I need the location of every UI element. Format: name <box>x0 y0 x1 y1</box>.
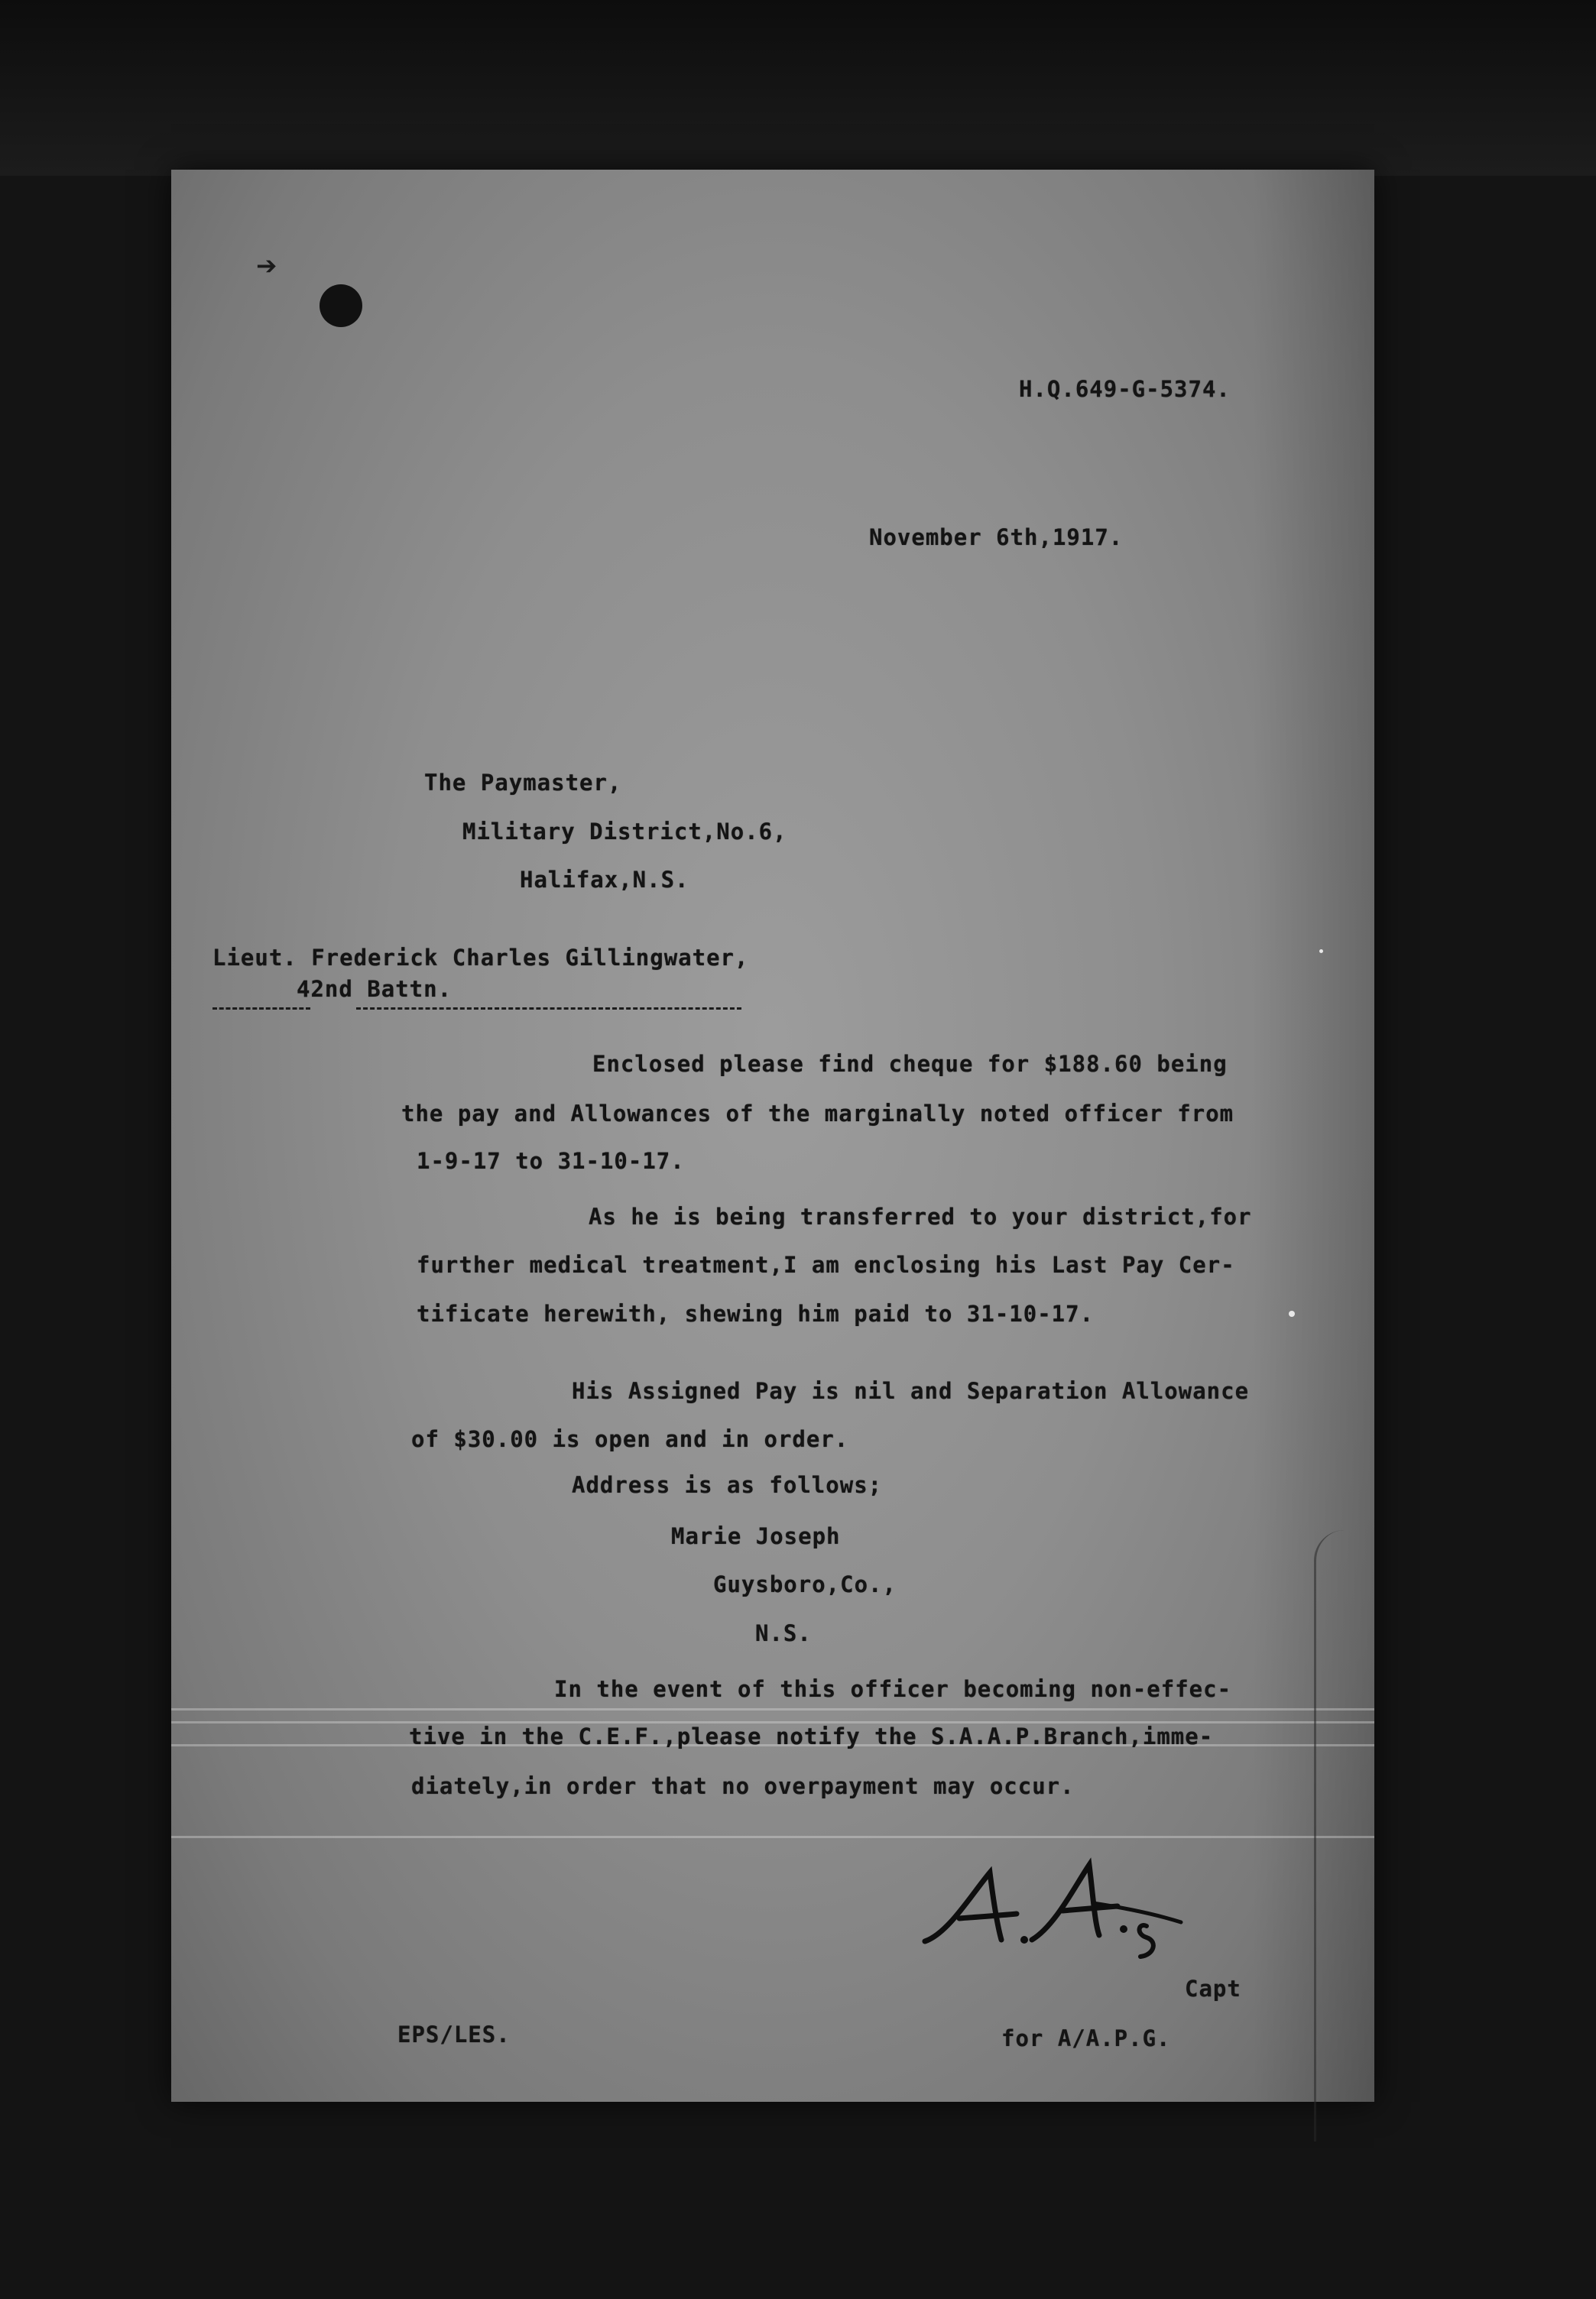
ink-arrow-mark: ➔ <box>256 245 277 286</box>
paper-edge-curl <box>1314 1530 1362 2142</box>
recipient-line-2: Military District,No.6, <box>462 819 787 845</box>
file-number: H.Q.649-G-5374. <box>1019 376 1231 402</box>
address-line-2: Guysboro,Co., <box>713 1571 897 1597</box>
body-line: His Assigned Pay is nil and Separation Allowance <box>572 1378 1250 1404</box>
recipient-line-1: The Paymaster, <box>424 770 622 796</box>
subject-line-2: 42nd Battn. <box>297 976 453 1002</box>
punch-hole <box>320 284 362 327</box>
recipient-line-3: Halifax,N.S. <box>520 867 689 893</box>
letter-date: November 6th,1917. <box>869 524 1124 550</box>
address-line-3: N.S. <box>755 1620 812 1646</box>
scan-backdrop <box>0 0 1596 176</box>
body-line: tive in the C.E.F.,please notify the S.A.A.P.Branch,imme- <box>409 1723 1214 1749</box>
body-line: tificate herewith, shewing him paid to 31-10-17. <box>417 1301 1095 1327</box>
handwritten-signature <box>917 1850 1192 1964</box>
paper-fold-line <box>171 1708 1374 1710</box>
subject-underline <box>212 1007 310 1010</box>
body-line: diately,in order that no overpayment may occur. <box>411 1773 1075 1799</box>
reference-initials: EPS/LES. <box>397 2022 511 2048</box>
body-line: the pay and Allowances of the marginally noted officer from <box>401 1101 1234 1127</box>
letter-page <box>171 170 1374 2102</box>
subject-underline <box>356 1007 741 1010</box>
body-line: 1-9-17 to 31-10-17. <box>417 1148 685 1174</box>
body-line: Enclosed please find cheque for $188.60 being <box>592 1051 1228 1077</box>
body-line: of $30.00 is open and in order. <box>411 1426 849 1452</box>
paper-speck <box>1289 1311 1295 1317</box>
address-line-1: Marie Joseph <box>671 1523 841 1549</box>
paper-speck <box>1319 949 1323 953</box>
body-line: further medical treatment,I am enclosing his Last Pay Cer- <box>417 1252 1235 1278</box>
signature-for-line: for A/A.P.G. <box>1001 2025 1171 2051</box>
body-line: In the event of this officer becoming non-effec- <box>554 1676 1232 1702</box>
body-line: As he is being transferred to your district,for <box>589 1204 1252 1230</box>
address-intro: Address is as follows; <box>572 1472 883 1498</box>
signature-rank: Capt <box>1185 1976 1241 2002</box>
paper-fold-line <box>171 1836 1374 1838</box>
subject-line-1: Lieut. Frederick Charles Gillingwater, <box>212 945 749 971</box>
